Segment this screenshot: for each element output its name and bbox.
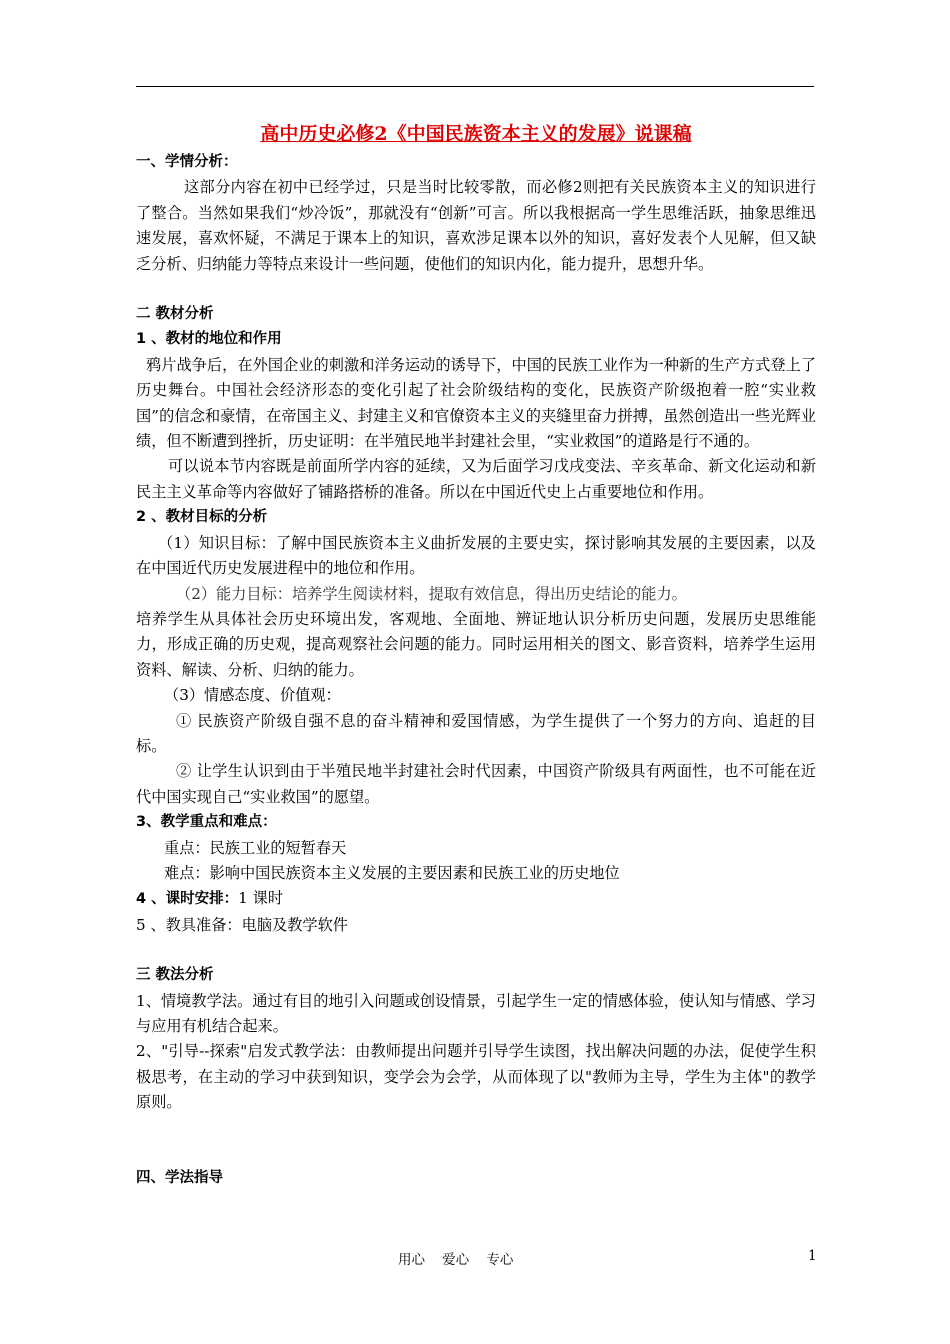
goal-emotion-item-1: ① 民族资产阶级自强不息的奋斗精神和爱国情感，为学生提供了一个努力的方向、追赶的目标。 [136, 711, 816, 755]
subheading-key-points: 3、教学重点和难点： [136, 814, 277, 831]
subheading-goals: 2 、教材目标的分析 [136, 509, 268, 526]
document-body [136, 118, 816, 1191]
section-heading-1: 一、学情分析： [136, 154, 238, 170]
goal-ability-detail: 培养学生从具体社会历史环境出发，客观地、全面地、辨证地认识分析历史问题，发展历史思维能力，形成正确的历史观，提高观察社会问题的能力。同时运用相关的图文、影音资料，培养学生运用资料、解读、分析、归纳的能力。 [136, 609, 816, 679]
goal-emotion-item-2: ② 让学生认识到由于半殖民地半封建社会时代因素，中国资产阶级具有两面性，也不可能在近代中国实现自己“实业救国”的愿望。 [136, 762, 816, 806]
teaching-tools-value: 电脑及教学软件 [241, 915, 348, 934]
section-heading-3: 三 教法分析 [136, 967, 214, 984]
goal-emotion: （3）情感态度、价值观： [164, 686, 341, 705]
paragraph-learner-analysis: 这部分内容在初中已经学过，只是当时比较零散，而必修2则把有关民族资本主义的知识进行了整合。当然如果我们“炒冷饭”，那就没有“创新”可言。所以我根据高一学生思维活跃，抽象思维迅速发展，喜欢怀疑，不满足于课本上的知识，喜欢涉足课本以外的知识，喜好发表个人见解，但又缺乏分析、归纳能力等特点来设计一些问题，使他们的知识内化，能力提升，思想升华。 [136, 178, 816, 273]
spacer [136, 277, 816, 302]
method-1: 1、情境教学法。通过有目的地引入问题或创设情景，引起学生一定的情感体验，使认知与情感、学习与应用有机结合起来。 [136, 991, 816, 1035]
class-hours-line [136, 886, 816, 912]
subheading-position: 1 、教材的地位和作用 [136, 331, 282, 348]
goal-knowledge: （1）知识目标：了解中国民族资本主义曲折发展的主要史实，探讨影响其发展的主要因素，以及在中国近代历史发展进程中的地位和作用。 [136, 533, 816, 578]
subheading-class-hours: 4 、课时安排： [136, 891, 239, 908]
page-title: 高中历史必修2《中国民族资本主义的发展》说课稿 [260, 123, 692, 145]
section-heading-2: 二 教材分析 [136, 306, 214, 323]
footer-motto: 用心 爱心 专心 [398, 1252, 514, 1268]
page-number: 1 [808, 1248, 817, 1264]
spacer [136, 938, 816, 963]
goal-ability: （2）能力目标：培养学生阅读材料，提取有效信息，得出历史结论的能力。 [176, 584, 687, 603]
spacer [136, 1116, 816, 1166]
method-2: 2、"引导--探索"启发式教学法：由教师提出问题并引导学生读图，找出解决问题的办法，促使学生积极思考，在主动的学习中获到知识，变学会为会学，从而体现了以"教师为主导，学生为主体"的教学原则。 [136, 1042, 816, 1112]
key-point: 重点：民族工业的短暂春天 [164, 838, 347, 857]
paragraph-position-2: 可以说本节内容既是前面所学内容的延续，又为后面学习戊戌变法、辛亥革命、新文化运动和新民主主义革命等内容做好了铺路搭桥的准备。所以在中国近代史上占重要地位和作用。 [136, 457, 816, 501]
difficult-point: 难点：影响中国民族资本主义发展的主要因素和民族工业的历史地位 [164, 863, 620, 882]
paragraph-position-1: 鸦片战争后，在外国企业的刺激和洋务运动的诱导下，中国的民族工业作为一种新的生产方式登上了历史舞台。中国社会经济形态的变化引起了社会阶级结构的变化，民族资产阶级抱着一腔“实业救国”的信念和豪情，在帝国主义、封建主义和官僚资本主义的夹缝里奋力拼搏，虽然创造出一些光辉业绩，但不断遭到挫折，历史证明：在半殖民地半封建社会里，“实业救国”的道路是行不通的。 [136, 355, 816, 451]
subheading-teaching-tools: 5 、教具准备： [136, 915, 242, 934]
class-hours-value: 1 课时 [238, 889, 284, 908]
teaching-tools-line [136, 913, 816, 938]
header-rule [136, 86, 814, 87]
section-heading-4: 四、学法指导 [136, 1169, 223, 1186]
